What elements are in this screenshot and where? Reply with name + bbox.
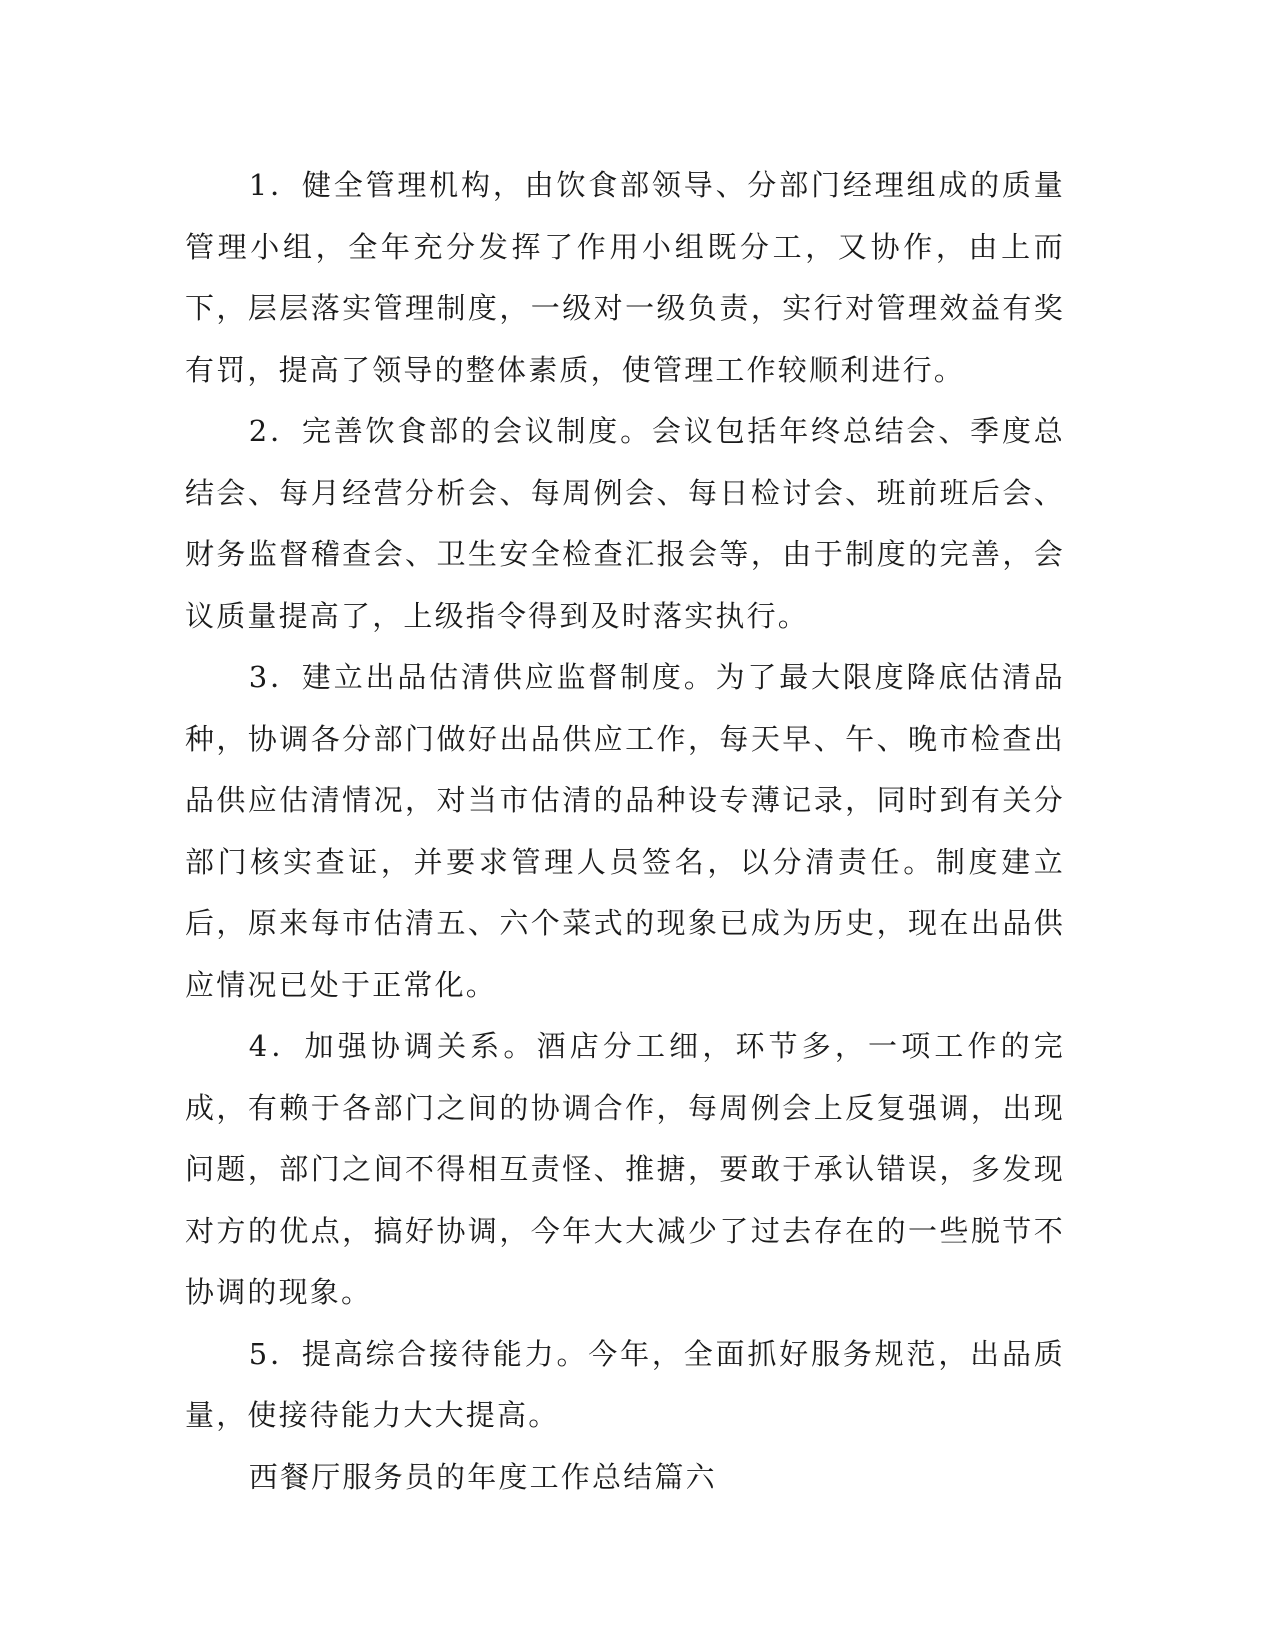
paragraph-4: 4．加强协调关系。酒店分工细，环节多，一项工作的完成，有赖于各部门之间的协调合作，每周例会上反复强调，出现问题，部门之间不得相互责怪、推搪，要敢于承认错误，多发现对方的优点，搞好协调，今年大大减少了过去存在的一些脱节不协调的现象。 [185,1029,1065,1309]
section-heading: 西餐厅服务员的年度工作总结篇六 [248,1459,717,1494]
paragraph-5: 5．提高综合接待能力。今年，全面抓好服务规范，出品质量，使接待能力大大提高。 [185,1336,1065,1432]
paragraph-2: 2．完善饮食部的会议制度。会议包括年终总结会、季度总结会、每月经营分析会、每周例会、每日检讨会、班前班后会、财务监督稽查会、卫生安全检查汇报会等，由于制度的完善，会议质量提高了，上级指令得到及时落实执行。 [185,414,1065,633]
document-page [185,155,1065,1508]
paragraph-3: 3．建立出品估清供应监督制度。为了最大限度降底估清品种，协调各分部门做好出品供应工作，每天早、午、晚市检查出品供应估清情况，对当市估清的品种设专薄记录，同时到有关分部门核实查证，并要求管理人员签名，以分清责任。制度建立后，原来每市估清五、六个菜式的现象已成为历史，现在出品供应情况已处于正常化。 [185,660,1065,1002]
paragraph-1: 1．健全管理机构，由饮食部领导、分部门经理组成的质量管理小组，全年充分发挥了作用小组既分工，又协作，由上而下，层层落实管理制度，一级对一级负责，实行对管理效益有奖有罚，提高了领导的整体素质，使管理工作较顺利进行。 [185,168,1065,387]
